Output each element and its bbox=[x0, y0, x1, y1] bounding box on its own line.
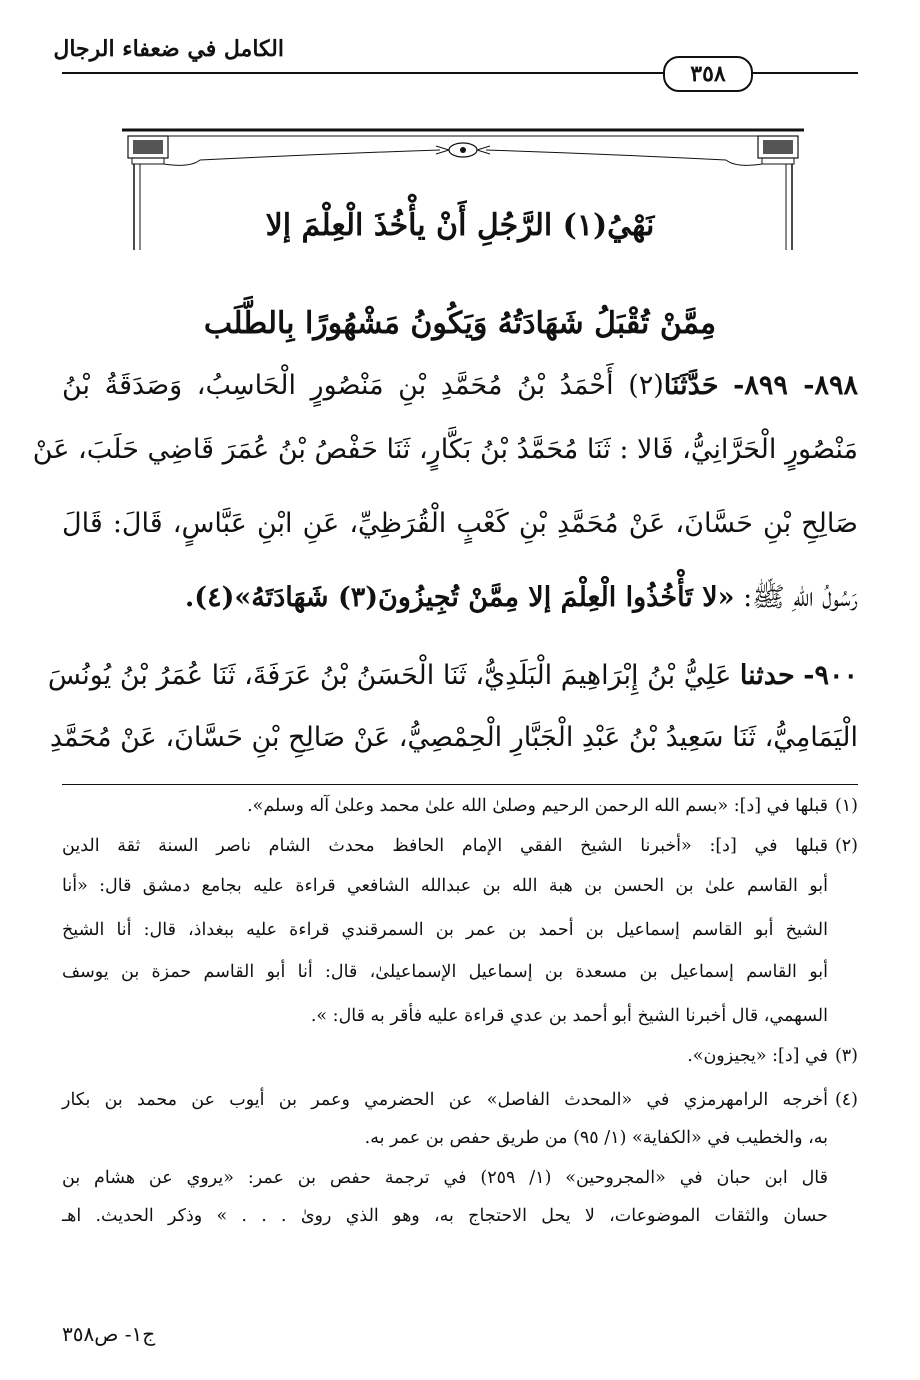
page-number: ٣٥٨ bbox=[690, 61, 726, 87]
hadith-keyword: حدثنا bbox=[739, 660, 795, 691]
body-text: (٢) أَحْمَدُ بْنُ مُحَمَّدِ بْنِ مَنْصُورٍ الْحَاسِبُ، وَصَدَقَةُ بْنُ bbox=[62, 370, 664, 401]
body-text: رَسُولُ اللهِ ﷺ: bbox=[743, 582, 858, 613]
hadith-number: ٨٩٨- ٨٩٩- bbox=[733, 370, 858, 401]
body-line bbox=[47, 660, 858, 691]
body-line: الْيَمَامِيُّ، ثَنَا سَعِيدُ بْنُ عَبْدِ الْجَبَّارِ الْحِمْصِيُّ، عَنْ صَالِحِ بْنِ حَسَّانَ، عَنْ مُحَمَّدِ bbox=[49, 722, 858, 753]
hadith-number: ٩٠٠- bbox=[803, 660, 858, 691]
footnote-line: السهمي، قال أخبرنا الشيخ أبو أحمد بن عدي قراءة عليه فأقر به قال: ». bbox=[310, 1006, 828, 1026]
chapter-heading-line-1: نَهْيُ(١) الرَّجُلِ أَنْ يأْخُذَ الْعِلْمَ إلا bbox=[265, 208, 655, 243]
page-reference: ج١- ص٣٥٨ bbox=[62, 1322, 156, 1346]
hadith-keyword: حَدَّثَنَا bbox=[663, 370, 719, 401]
body-line bbox=[62, 370, 858, 401]
footnote-text: قبلها في [د]: «أخبرنا الشيخ الفقي الإمام الحافظ محدث الشام ناصر السنة ثقة الدين bbox=[62, 836, 828, 856]
running-title: الكامل في ضعفاء الرجال bbox=[53, 36, 284, 62]
footnote-text: أخرجه الرامهرمزي في «المحدث الفاصل» عن الحضرمي وعمر بن أيوب عن محمد بن بكار bbox=[62, 1090, 828, 1110]
footnote-2 bbox=[62, 836, 858, 856]
body-line bbox=[62, 580, 858, 620]
footnote-3 bbox=[62, 1046, 858, 1066]
footnote-text: قبلها في [د]: «بسم الله الرحمن الرحيم وصلىٰ الله علىٰ محمد وعلىٰ آله وسلم». bbox=[247, 796, 828, 816]
body-line: مَنْصُورٍ الْحَرَّانِيُّ، قَالا : ثَنَا مُحَمَّدُ بْنُ بَكَّارٍ، ثَنَا حَفْصُ بْنُ عُمَرَ قَاضِي حَلَبَ، عَنْ bbox=[32, 434, 858, 465]
footnote-line: الشيخ أبو القاسم إسماعيل بن أحمد بن عمر بن السمرقندي قراءة عليه ببغداذ، قال: أنا الشيخ bbox=[62, 920, 828, 940]
footnote-number: (١) bbox=[834, 796, 858, 816]
footnote-rule bbox=[62, 784, 858, 785]
hadith-quote: «لا تَأْخُذُوا الْعِلْمَ إلا مِمَّنْ تُجِيزُونَ(٣) شَهَادَتَهُ»(٤). bbox=[184, 582, 735, 613]
chapter-heading-line-2: مِمَّنْ تُقْبَلُ شَهَادَتُهُ وَيَكُونُ مَشْهُورًا بِالطَّلَب bbox=[203, 306, 717, 341]
body-text: عَلِيُّ بْنُ إِبْرَاهِيمَ الْبَلَدِيُّ، ثَنَا الْحَسَنُ بْنُ عَرَفَةَ، ثَنَا عُمَرُ بْنُ يُونُسَ bbox=[47, 660, 732, 691]
footnote-text: في [د]: «يجيزون». bbox=[687, 1046, 828, 1066]
footnote-number: (٤) bbox=[834, 1090, 858, 1110]
footnote-1 bbox=[62, 796, 858, 816]
body-line: صَالِحِ بْنِ حَسَّانَ، عَنْ مُحَمَّدِ بْنِ كَعْبٍ الْقُرَظِيِّ، عَنِ ابْنِ عَبَّاسٍ، قَالَ: قَالَ bbox=[62, 508, 858, 539]
footnote-line: أبو القاسم علىٰ بن الحسن بن هبة الله بن عبدالله الشافعي قراءة عليه بجامع دمشق قال: «أنا bbox=[62, 876, 828, 896]
footnote-number: (٢) bbox=[834, 836, 858, 856]
footnote-line: به، والخطيب في «الكفاية» (١/ ٩٥) من طريق حفص بن عمر به. bbox=[364, 1128, 828, 1148]
footnote-number: (٣) bbox=[834, 1046, 858, 1066]
footnote-line: أبو القاسم إسماعيل بن مسعدة بن إسماعيل الإسماعيلىٰ، قال: أنا أبو القاسم حمزة بن يوسف bbox=[62, 962, 828, 982]
footnote-4 bbox=[62, 1090, 858, 1110]
page-number-badge bbox=[663, 56, 753, 92]
footnote-line: حسان والثقات الموضوعات، لا يحل الاحتجاج به، وهو الذي روىٰ . . . » وذكر الحديث. اهـ bbox=[62, 1206, 828, 1226]
footnote-line: قال ابن حبان في «المجروحين» (١/ ٢٥٩) في ترجمة حفص بن عمر: «يروي عن هشام بن bbox=[62, 1168, 828, 1188]
